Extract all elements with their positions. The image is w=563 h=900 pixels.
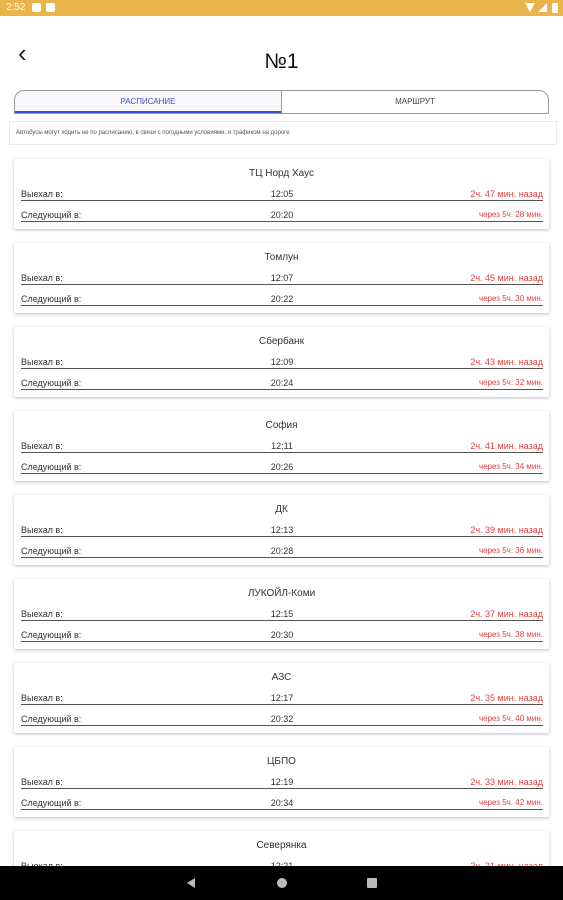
schedule-notice: Автобусы могут ходить не по расписанию, в связи с погодными условиями, и трафиком на дороге <box>9 121 557 145</box>
departed-ago: 2ч. 37 мин. назад <box>470 609 543 619</box>
next-in: через 5ч. 40 мин. <box>478 714 543 723</box>
next-label: Следующий в: <box>21 798 82 808</box>
next-time: 20:28 <box>270 546 294 556</box>
next-time: 20:20 <box>270 210 294 220</box>
departed-time: 12:07 <box>270 273 294 283</box>
next-in: через 5ч. 36 мин. <box>478 546 543 555</box>
departed-label: Выехал в: <box>21 273 63 283</box>
next-in: через 5ч. 38 мин. <box>478 630 543 639</box>
departed-time: 12:05 <box>270 189 294 199</box>
stops-list <box>14 159 549 900</box>
departed-label: Выехал в: <box>21 357 63 367</box>
departed-ago: 2ч. 47 мин. назад <box>470 189 543 199</box>
next-time: 20:22 <box>270 294 294 304</box>
next-in: через 5ч. 28 мин. <box>478 210 543 219</box>
departed-row <box>21 523 543 537</box>
departed-row <box>21 607 543 621</box>
departed-ago: 2ч. 39 мин. назад <box>470 525 543 535</box>
departed-row <box>21 187 543 201</box>
next-label: Следующий в: <box>21 714 82 724</box>
next-label: Следующий в: <box>21 462 82 472</box>
page-title: №1 <box>264 50 299 73</box>
next-label: Следующий в: <box>21 378 82 388</box>
next-row <box>21 628 543 642</box>
stop-card <box>14 747 549 817</box>
notification-icon <box>46 3 55 12</box>
next-label: Следующий в: <box>21 294 82 304</box>
next-row <box>21 796 543 810</box>
stop-name: Сбербанк <box>259 336 304 347</box>
next-label: Следующий в: <box>21 630 82 640</box>
status-bar <box>0 0 563 16</box>
next-row <box>21 208 543 222</box>
departed-ago: 2ч. 45 мин. назад <box>470 273 543 283</box>
departed-ago: 2ч. 33 мин. назад <box>470 777 543 787</box>
departed-label: Выехал в: <box>21 693 63 703</box>
stop-name: Северянка <box>256 840 307 851</box>
arrow-back-icon[interactable]: ‹ <box>18 38 27 68</box>
tab-bar <box>14 90 549 114</box>
departed-ago: 2ч. 41 мин. назад <box>470 441 543 451</box>
next-time: 20:34 <box>270 798 294 808</box>
stop-card <box>14 411 549 481</box>
next-row <box>21 376 543 390</box>
next-label: Следующий в: <box>21 210 82 220</box>
departed-ago: 2ч. 43 мин. назад <box>470 357 543 367</box>
signal-icon <box>538 3 547 12</box>
nav-recent-icon[interactable] <box>367 878 377 888</box>
departed-label: Выехал в: <box>21 525 63 535</box>
stop-card <box>14 495 549 565</box>
departed-row <box>21 355 543 369</box>
stop-name: ТЦ Норд Хаус <box>248 168 315 179</box>
notification-icon <box>32 3 41 12</box>
tab-route[interactable]: МАРШРУТ <box>281 90 549 114</box>
next-time: 20:32 <box>270 714 294 724</box>
stop-card <box>14 663 549 733</box>
next-row <box>21 712 543 726</box>
next-in: через 5ч. 42 мин. <box>478 798 543 807</box>
next-label: Следующий в: <box>21 546 82 556</box>
next-in: через 5ч. 32 мин. <box>478 378 543 387</box>
departed-row <box>21 775 543 789</box>
nav-back-icon[interactable] <box>187 878 195 888</box>
stop-name: ДК <box>275 504 288 515</box>
next-time: 20:24 <box>270 378 294 388</box>
next-time: 20:26 <box>270 462 294 472</box>
stop-name: Томлун <box>264 252 299 263</box>
departed-time: 12:19 <box>270 777 294 787</box>
battery-icon <box>552 3 558 13</box>
departed-time: 12:17 <box>270 693 294 703</box>
departed-label: Выехал в: <box>21 777 63 787</box>
stop-name: АЗС <box>271 672 292 683</box>
departed-label: Выехал в: <box>21 189 63 199</box>
nav-home-icon[interactable] <box>277 878 287 888</box>
next-in: через 5ч. 30 мин. <box>478 294 543 303</box>
departed-time: 12:15 <box>270 609 294 619</box>
next-row <box>21 544 543 558</box>
next-row <box>21 292 543 306</box>
stop-card <box>14 159 549 229</box>
departed-row <box>21 691 543 705</box>
departed-time: 12:11 <box>271 441 293 451</box>
status-time: 2:52 <box>6 2 26 13</box>
departed-label: Выехал в: <box>21 609 63 619</box>
departed-ago: 2ч. 35 мин. назад <box>470 693 543 703</box>
departed-row <box>21 439 543 453</box>
departed-row <box>21 271 543 285</box>
stop-card <box>14 243 549 313</box>
next-row <box>21 460 543 474</box>
stop-name: София <box>265 420 298 431</box>
stop-name: ЛУКОЙЛ-Коми <box>247 588 316 599</box>
tab-schedule[interactable]: РАСПИСАНИЕ <box>14 90 281 114</box>
stop-name: ЦБПО <box>267 756 296 767</box>
departed-label: Выехал в: <box>21 441 63 451</box>
system-nav-bar <box>0 866 563 900</box>
next-time: 20:30 <box>270 630 294 640</box>
departed-time: 12:13 <box>270 525 294 535</box>
stop-card <box>14 579 549 649</box>
departed-time: 12:09 <box>270 357 294 367</box>
next-in: через 5ч. 34 мин. <box>478 462 543 471</box>
wifi-icon <box>525 3 535 12</box>
stop-card <box>14 327 549 397</box>
